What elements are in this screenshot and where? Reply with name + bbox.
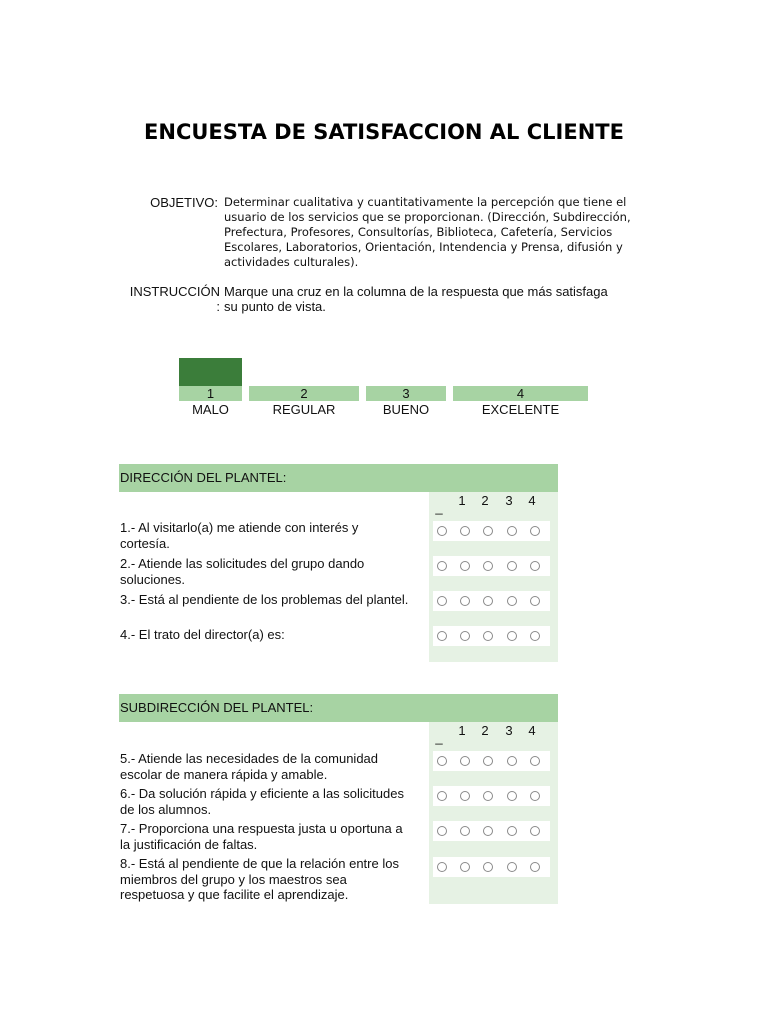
scale-name-excelente: EXCELENTE [481, 402, 560, 417]
radio-option-2[interactable] [483, 561, 493, 571]
radio-option-blank[interactable] [437, 862, 447, 872]
question-4 [120, 627, 428, 643]
scale-number-3: 3 [366, 386, 447, 401]
instruccion-line: su punto de vista. [224, 299, 326, 314]
objetivo-line: Prefectura, Profesores, Consultorías, Biblioteca, Cafetería, Servicios [224, 225, 613, 239]
question-line: escolar de manera rápida y amable. [120, 766, 328, 782]
radio-option-3[interactable] [507, 631, 517, 641]
radio-option-3[interactable] [507, 756, 517, 766]
radio-option-3[interactable] [507, 561, 517, 571]
question-line: 4.- El trato del director(a) es: [120, 627, 285, 642]
radio-option-2[interactable] [483, 631, 493, 641]
answer-row-1 [433, 521, 550, 541]
radio-option-4[interactable] [530, 526, 540, 536]
question-2 [120, 556, 428, 587]
question-line: de los alumnos. [120, 801, 212, 817]
objetivo-line: usuario de los servicios que se proporcionan. (Dirección, Subdirección, [224, 210, 631, 224]
radio-option-4[interactable] [530, 561, 540, 571]
radio-option-blank[interactable] [437, 596, 447, 606]
radio-option-1[interactable] [460, 826, 470, 836]
section-heading: DIRECCIÓN DEL PLANTEL: [119, 464, 558, 492]
radio-option-1[interactable] [460, 526, 470, 536]
column-header-blank: _ [435, 730, 443, 745]
question-line: cortesía. [120, 535, 170, 551]
column-header-4: 4 [528, 723, 536, 738]
question-line: respetuosa y que facilite el aprendizaje. [120, 887, 349, 902]
question-8 [120, 856, 428, 903]
question-line: 8.- Está al pendiente de que la relación entre los [120, 856, 399, 871]
radio-option-1[interactable] [460, 631, 470, 641]
objetivo-line: actividades culturales). [224, 255, 359, 269]
question-line: 1.- Al visitarlo(a) me atiende con interés y [120, 520, 359, 535]
radio-option-2[interactable] [483, 791, 493, 801]
objetivo-label: OBJETIVO: [150, 195, 218, 210]
question-line: 7.- Proporciona una respuesta justa u oportuna a [120, 821, 403, 836]
answer-row-6 [433, 786, 550, 806]
answer-row-8 [433, 857, 550, 877]
column-header-2: 2 [481, 493, 489, 508]
column-header-1: 1 [458, 723, 466, 738]
radio-option-3[interactable] [507, 862, 517, 872]
answer-row-3 [433, 591, 550, 611]
section-subdireccion [119, 694, 558, 904]
radio-option-2[interactable] [483, 756, 493, 766]
question-6 [120, 786, 428, 817]
column-header-4: 4 [528, 493, 536, 508]
column-header-2: 2 [481, 723, 489, 738]
survey-title: ENCUESTA DE SATISFACCION AL CLIENTE [144, 120, 624, 144]
radio-option-1[interactable] [460, 791, 470, 801]
instruccion-line: Marque una cruz en la columna de la respuesta que más satisfaga [224, 284, 608, 299]
question-line: 5.- Atiende las necesidades de la comunidad [120, 751, 379, 766]
radio-option-2[interactable] [483, 526, 493, 536]
radio-option-3[interactable] [507, 791, 517, 801]
question-line: miembros del grupo y los maestros sea [120, 871, 347, 887]
question-line: 2.- Atiende las solicitudes del grupo dando [120, 556, 365, 571]
objetivo-line: Determinar cualitativa y cuantitativamente la percepción que tiene el [224, 195, 627, 209]
radio-option-blank[interactable] [437, 631, 447, 641]
radio-option-2[interactable] [483, 826, 493, 836]
answer-row-4 [433, 626, 550, 646]
column-header-1: 1 [458, 493, 466, 508]
column-header-3: 3 [505, 493, 513, 508]
radio-option-3[interactable] [507, 826, 517, 836]
answer-row-7 [433, 821, 550, 841]
radio-option-4[interactable] [530, 862, 540, 872]
radio-option-4[interactable] [530, 791, 540, 801]
scale-number-4: 4 [453, 386, 589, 401]
question-1 [120, 520, 428, 551]
question-line: 3.- Está al pendiente de los problemas del plantel. [120, 592, 409, 607]
scale-name-bueno: BUENO [382, 402, 430, 417]
radio-option-1[interactable] [460, 756, 470, 766]
column-header-blank: _ [435, 500, 443, 515]
radio-option-blank[interactable] [437, 791, 447, 801]
scale-name-malo: MALO [192, 402, 229, 417]
instruccion-label-colon: : [216, 299, 220, 314]
question-line: 6.- Da solución rápida y eficiente a las solicitudes [120, 786, 404, 801]
radio-option-blank[interactable] [437, 756, 447, 766]
radio-option-blank[interactable] [437, 826, 447, 836]
answer-row-2 [433, 556, 550, 576]
objetivo-line: Escolares, Laboratorios, Orientación, Intendencia y Prensa, difusión y [224, 240, 623, 254]
question-line: la justificación de faltas. [120, 836, 258, 852]
radio-option-blank[interactable] [437, 526, 447, 536]
scale-number-2: 2 [249, 386, 360, 401]
radio-option-1[interactable] [460, 561, 470, 571]
radio-option-2[interactable] [483, 862, 493, 872]
radio-option-3[interactable] [507, 526, 517, 536]
column-header-3: 3 [505, 723, 513, 738]
radio-option-blank[interactable] [437, 561, 447, 571]
radio-option-4[interactable] [530, 756, 540, 766]
question-line: soluciones. [120, 571, 186, 587]
question-3 [120, 592, 428, 608]
scale-name-regular: REGULAR [272, 402, 336, 417]
radio-option-1[interactable] [460, 596, 470, 606]
section-heading: SUBDIRECCIÓN DEL PLANTEL: [119, 694, 558, 722]
scale-number-1: 1 [179, 386, 243, 401]
scale-dark-block [179, 358, 242, 386]
radio-option-4[interactable] [530, 631, 540, 641]
question-5 [120, 751, 428, 782]
answer-row-5 [433, 751, 550, 771]
radio-option-1[interactable] [460, 862, 470, 872]
instruccion-label: INSTRUCCIÓN [129, 284, 220, 299]
radio-option-4[interactable] [530, 596, 540, 606]
question-7 [120, 821, 428, 852]
section-direccion [119, 464, 558, 662]
radio-option-3[interactable] [507, 596, 517, 606]
radio-option-4[interactable] [530, 826, 540, 836]
radio-option-2[interactable] [483, 596, 493, 606]
